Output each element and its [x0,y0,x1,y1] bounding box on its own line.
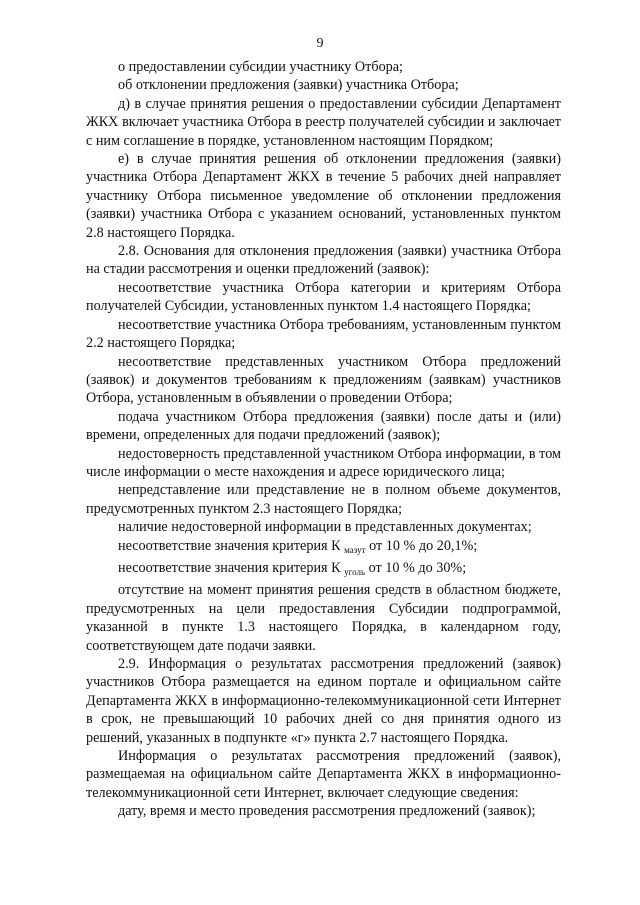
criterion-mazut-subscript: мазут [344,544,366,555]
paragraph-ground-false-info: недостоверность представленной участником Отбора информации, в том числе информации о месте нахождения и адресе юридического лица; [86,445,561,480]
paragraph-ground-category: несоответствие участника Отбора категории и критериям Отбора получателей Субсидии, установленных пунктом 1.4 настоящего Порядка; [86,279,561,315]
paragraph-review-date: дату, время и место проведения рассмотрения предложений (заявок); [118,803,536,820]
paragraph-criterion-mazut [86,537,561,559]
paragraph-criterion-ugol [86,559,561,581]
paragraph-decision-reject: об отклонении предложения (заявки) участника Отбора; [118,77,459,94]
criterion-mazut-prefix: несоответствие значения критерия К [118,537,341,554]
paragraph-ground-requirements: несоответствие участника Отбора требованиям, установленным пунктом 2.2 настоящего Порядка; [86,316,561,352]
paragraph-ground-unreliable-info: наличие недостоверной информации в представленных документах; [118,519,532,536]
criterion-mazut-suffix: от 10 % до 20,1%; [365,537,478,554]
paragraph-section-2-8: 2.8. Основания для отклонения предложения (заявки) участника Отбора на стадии рассмотрения и оценки предложений (заявок): [86,243,561,278]
page-number: 9 [316,36,324,51]
paragraph-ground-missing-docs: непредставление или представление не в полном объеме документов, предусмотренных пунктом 2.3 настоящего Порядка; [86,482,561,517]
criterion-ugol-prefix: несоответствие значения критерия К [118,559,341,576]
paragraph-ground-late-submission: подача участником Отбора предложения (заявки) после даты и (или) времени, определенных для подачи предложений (заявок); [86,408,561,444]
document-body [86,58,561,821]
paragraph-ground-documents: несоответствие представленных участником Отбора предложений (заявок) и документов требованиям к предложениям (заявкам) участников Отбора, установленным в объявлении о проведении Отбора; [86,353,561,407]
paragraph-section-2-9: 2.9. Информация о результатах рассмотрения предложений (заявок) участников Отбора размещается на едином портале и официальном сайте Департамента ЖКХ в информационно-телекоммуникационной сети Интернет в срок, не превышающий 10 рабочих дней со дня принятия одного из решений, указанных в подпункте «г» пункта 2.7 настоящего Порядка. [86,656,561,746]
paragraph-ground-no-funds: отсутствие на момент принятия решения средств в областном бюджете, предусмотренных на цели предоставления Субсидии подпрограммой, указанной в пункте 1.3 настоящего Порядка, в календарном году, соответствующем дате подачи заявки. [86,582,561,654]
paragraph-decision-grant: о предоставлении субсидии участнику Отбора; [118,59,403,75]
paragraph-item-e: е) в случае принятия решения об отклонении предложения (заявки) участника Отбора Департамент ЖКХ в течение 5 рабочих дней направляет участнику Отбора письменное уведомление об отклонении предложения (заявки) участника Отбора с указанием оснований, установленных пунктом 2.8 настоящего Порядка. [86,151,561,241]
criterion-ugol-subscript: уголь [344,566,366,577]
paragraph-item-d: д) в случае принятия решения о предоставлении субсидии Департамент ЖКХ включает участника Отбора в реестр получателей субсидии и заключает с ним соглашение в порядке, установленном настоящим Порядком; [86,95,561,149]
paragraph-published-info: Информация о результатах рассмотрения предложений (заявок), размещаемая на официальном сайте Департамента ЖКХ в информационно-телекоммуникационной сети Интернет, включает следующие сведения: [86,748,561,801]
criterion-ugol-suffix: от 10 % до 30%; [365,559,467,576]
